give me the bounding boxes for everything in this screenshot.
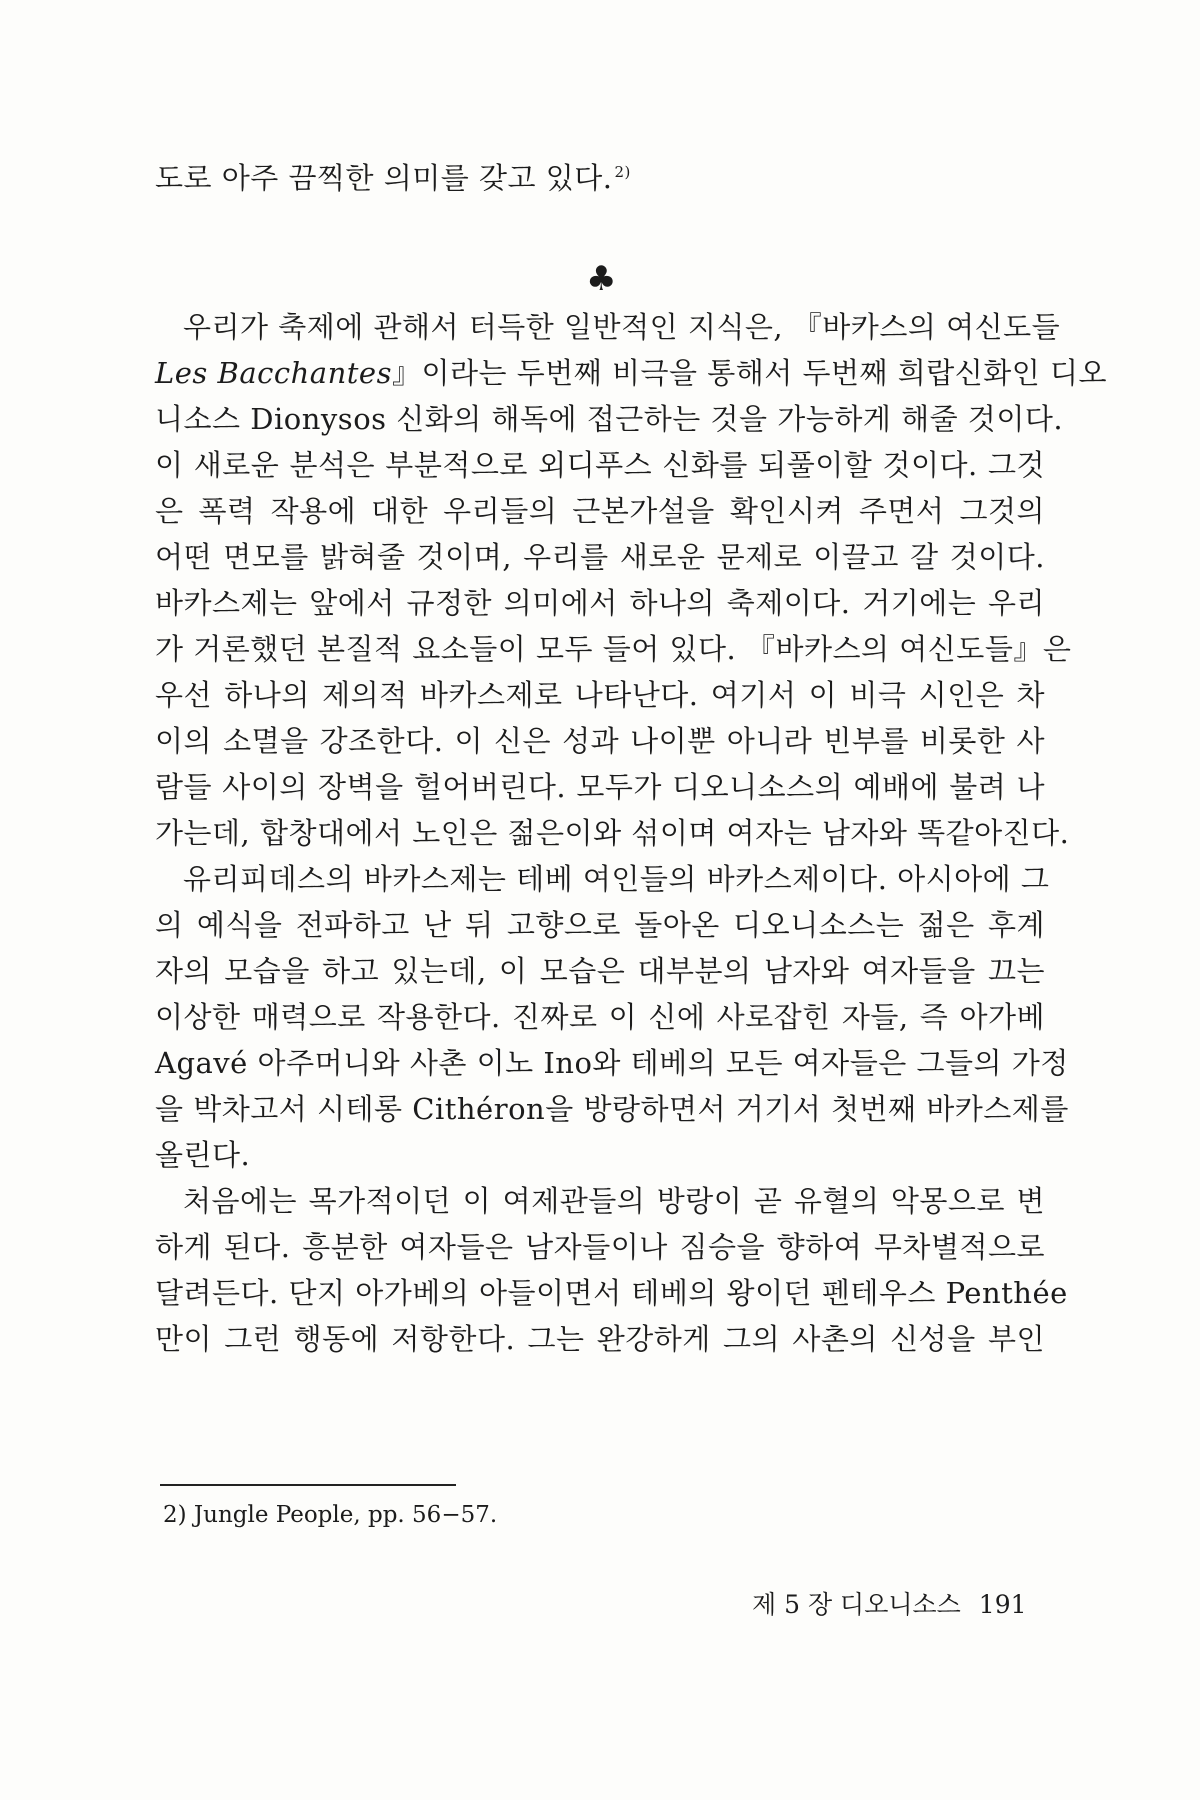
page-number: 191 — [978, 1590, 1027, 1619]
body-line: 자의 모습을 하고 있는데, 이 모습은 대부분의 남자와 여자들을 끄는 — [155, 954, 1045, 988]
body-line: 우선 하나의 제의적 바카스제로 나타난다. 여기서 이 비극 시인은 차 — [155, 678, 1045, 712]
opening-text: 도로 아주 끔찍한 의미를 갖고 있다. — [155, 161, 613, 195]
body-line: Agavé 아주머니와 사촌 이노 Ino와 테베의 모든 여자들은 그들의 가정 — [155, 1046, 1069, 1080]
body-line: 만이 그런 행동에 저항한다. 그는 완강하게 그의 사촌의 신성을 부인 — [155, 1322, 1045, 1356]
body-line: 달려든다. 단지 아가베의 아들이면서 테베의 왕이던 펜테우스 Penthée — [155, 1276, 1068, 1310]
body-line: 이 새로운 분석은 부분적으로 외디푸스 신화를 되풀이할 것이다. 그것 — [155, 448, 1045, 482]
body-line: 가는데, 합창대에서 노인은 젊은이와 섞이며 여자는 남자와 똑같아진다. — [155, 816, 1070, 850]
footnote-text: Jungle People, pp. 56−57. — [193, 1502, 498, 1528]
body-line: 하게 된다. 흥분한 여자들은 남자들이나 짐승을 향하여 무차별적으로 — [155, 1230, 1045, 1264]
body-line — [155, 355, 1108, 391]
italic-title: Les Bacchantes — [155, 356, 392, 390]
body-line: 처음에는 목가적이던 이 여제관들의 방랑이 곧 유혈의 악몽으로 변 — [183, 1184, 1045, 1218]
running-footer — [752, 1589, 1027, 1621]
body-line: 어떤 면모를 밝혀줄 것이며, 우리를 새로운 문제로 이끌고 갈 것이다. — [155, 540, 1045, 574]
body-line: 바카스제는 앞에서 규정한 의미에서 하나의 축제이다. 거기에는 우리 — [155, 586, 1045, 620]
chapter-title: 제 5 장 디오니소스 — [752, 1590, 961, 1619]
club-suit-icon: ♣ — [586, 259, 617, 299]
body-line: 올린다. — [155, 1138, 251, 1172]
footnote-marker: 2) — [163, 1502, 187, 1528]
body-line: 니소스 Dionysos 신화의 해독에 접근하는 것을 가능하게 해줄 것이다. — [155, 402, 1064, 436]
body-line-rest: 』이라는 두번째 비극을 통해서 두번째 희랍신화인 디오 — [391, 356, 1108, 390]
footnote-reference: 2) — [614, 163, 631, 182]
body-line: 이의 소멸을 강조한다. 이 신은 성과 나이뿐 아니라 빈부를 비롯한 사 — [155, 724, 1045, 758]
body-line: 람들 사이의 장벽을 헐어버린다. 모두가 디오니소스의 예배에 불려 나 — [155, 770, 1045, 804]
body-line: 의 예식을 전파하고 난 뒤 고향으로 돌아온 디오니소스는 젊은 후계 — [155, 908, 1045, 942]
body-line: 우리가 축제에 관해서 터득한 일반적인 지식은, 『바카스의 여신도들 — [183, 310, 1061, 344]
body-line: 은 폭력 작용에 대한 우리들의 근본가설을 확인시켜 주면서 그것의 — [155, 494, 1045, 528]
footnote-rule — [160, 1484, 456, 1486]
opening-line — [155, 160, 1045, 196]
body-line: 유리피데스의 바카스제는 테베 여인들의 바카스제이다. 아시아에 그 — [183, 862, 1050, 896]
footnote — [163, 1500, 497, 1530]
body-line: 가 거론했던 본질적 요소들이 모두 들어 있다. 『바카스의 여신도들』은 — [155, 632, 1072, 666]
body-line: 을 박차고서 시테롱 Cithéron을 방랑하면서 거기서 첫번째 바카스제를 — [155, 1092, 1069, 1126]
body-line: 이상한 매력으로 작용한다. 진짜로 이 신에 사로잡힌 자들, 즉 아가베 — [155, 1000, 1045, 1034]
